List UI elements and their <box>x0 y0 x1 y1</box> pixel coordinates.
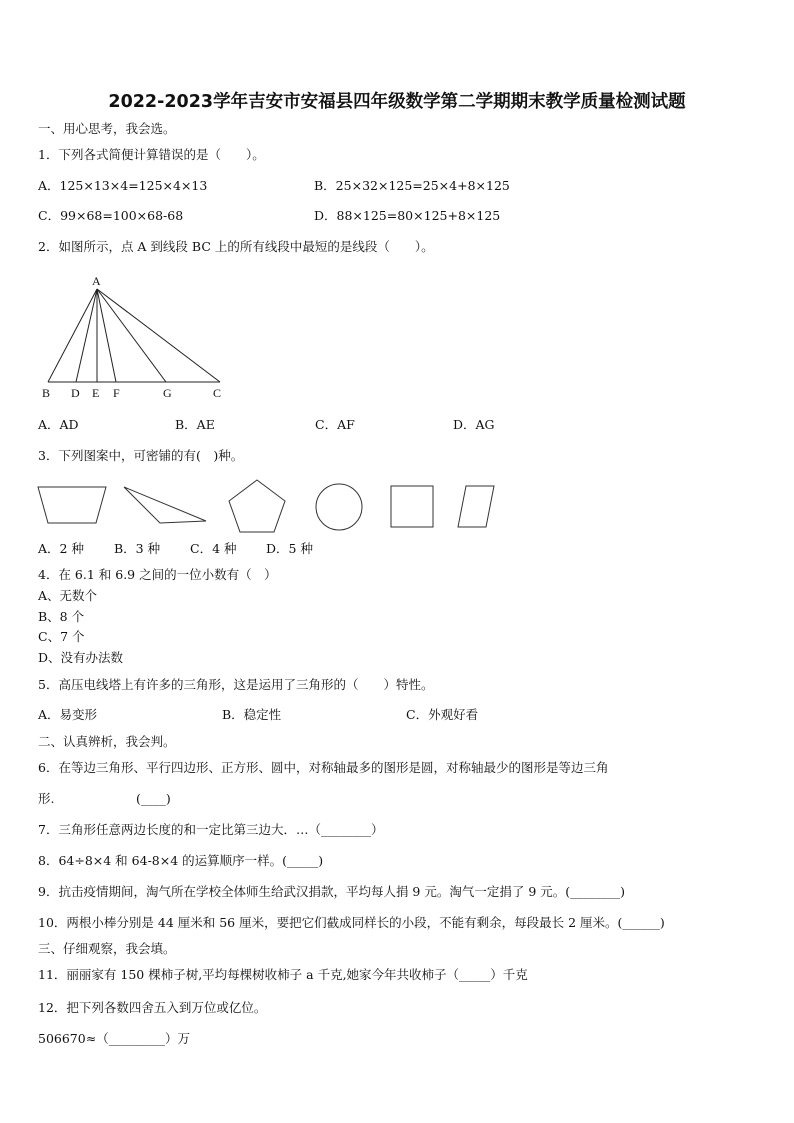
question-2-option-b: B．AE <box>175 417 215 432</box>
question-10: 10．两根小棒分别是 44 厘米和 56 厘米，要把它们截成同样长的小段，不能有剩余，每段最长 2 厘米。(______) <box>38 915 665 930</box>
question-4-option-b: B、8 个 <box>38 609 85 624</box>
question-3-option-c: C．4 种 <box>190 541 237 556</box>
question-6-blank: (____) <box>136 791 171 806</box>
question-1-option-b: B．25×32×125=25×4+8×125 <box>314 178 510 193</box>
point-label-f: F <box>113 386 120 400</box>
question-8: 8．64÷8×4 和 64-8×4 的运算顺序一样。(_____) <box>38 853 324 868</box>
question-11: 11．丽丽家有 150 棵柿子树,平均每棵树收柿子 a 千克,她家今年共收柿子（_____）千克 <box>38 967 528 982</box>
question-6-line-2: 形. <box>38 791 55 806</box>
section-1-heading: 一、用心思考，我会选。 <box>38 121 176 136</box>
question-12-stem: 12．把下列各数四舍五入到万位或亿位。 <box>38 1000 267 1015</box>
point-label-g: G <box>163 386 172 400</box>
point-label-d: D <box>71 386 80 400</box>
trapezoid-shape <box>38 487 106 523</box>
question-5-option-c: C．外观好看 <box>406 707 479 722</box>
question-4-stem: 4．在 6.1 和 6.9 之间的一位小数有（ ） <box>38 567 277 582</box>
section-3-heading: 三、仔细观察，我会填。 <box>38 941 176 956</box>
question-2-option-c: C．AF <box>315 417 355 432</box>
question-7: 7．三角形任意两边长度的和一定比第三边大．…（________） <box>38 822 384 837</box>
question-4-option-c: C、7 个 <box>38 629 85 644</box>
point-label-c: C <box>213 386 222 400</box>
parallelogram-shape <box>458 486 494 527</box>
question-5-option-b: B．稳定性 <box>222 707 282 722</box>
question-3-stem: 3．下列图案中，可密铺的有( )种。 <box>38 448 244 463</box>
question-1-option-a: A．125×13×4=125×4×13 <box>38 178 208 193</box>
question-9: 9．抗击疫情期间，淘气所在学校全体师生给武汉捐款，平均每人捐 9 元。淘气一定捐了 9 元。(________) <box>38 884 626 899</box>
question-5-option-a: A．易变形 <box>38 707 98 722</box>
question-2-option-d: D．AG <box>453 417 495 432</box>
triangle-shape <box>124 487 206 523</box>
question-12-item: 506670≈（_________）万 <box>38 1031 190 1046</box>
question-1-option-c: C．99×68=100×68-68 <box>38 208 184 223</box>
question-1-stem: 1．下列各式简便计算错误的是（ ）。 <box>38 147 265 162</box>
point-label-e: E <box>92 386 100 400</box>
point-label-a: A <box>92 274 101 288</box>
square-shape <box>391 486 433 527</box>
question-5-stem: 5．高压电线塔上有许多的三角形，这是运用了三角形的（ ）特性。 <box>38 677 434 692</box>
page-title: 2022-2023学年吉安市安福县四年级数学第二学期期末教学质量检测试题 <box>108 92 686 112</box>
question-3-option-b: B．3 种 <box>114 541 161 556</box>
question-4-option-d: D、没有办法数 <box>38 650 124 665</box>
circle-shape <box>316 484 362 530</box>
question-2-stem: 2．如图所示，点 A 到线段 BC 上的所有线段中最短的是线段（ ）。 <box>38 239 434 254</box>
question-3-option-a: A．2 种 <box>38 541 84 556</box>
pentagon-shape <box>229 480 285 532</box>
question-6-line-1: 6．在等边三角形、平行四边形、正方形、圆中，对称轴最多的图形是圆，对称轴最少的图形是等边三角 <box>38 760 609 775</box>
question-3-option-d: D．5 种 <box>266 541 313 556</box>
point-label-b: B <box>42 386 51 400</box>
question-1-option-d: D．88×125=80×125+8×125 <box>314 208 501 223</box>
section-2-heading: 二、认真辨析，我会判。 <box>38 734 176 749</box>
question-4-option-a: A、无数个 <box>38 588 98 603</box>
question-2-option-a: A．AD <box>38 417 79 432</box>
